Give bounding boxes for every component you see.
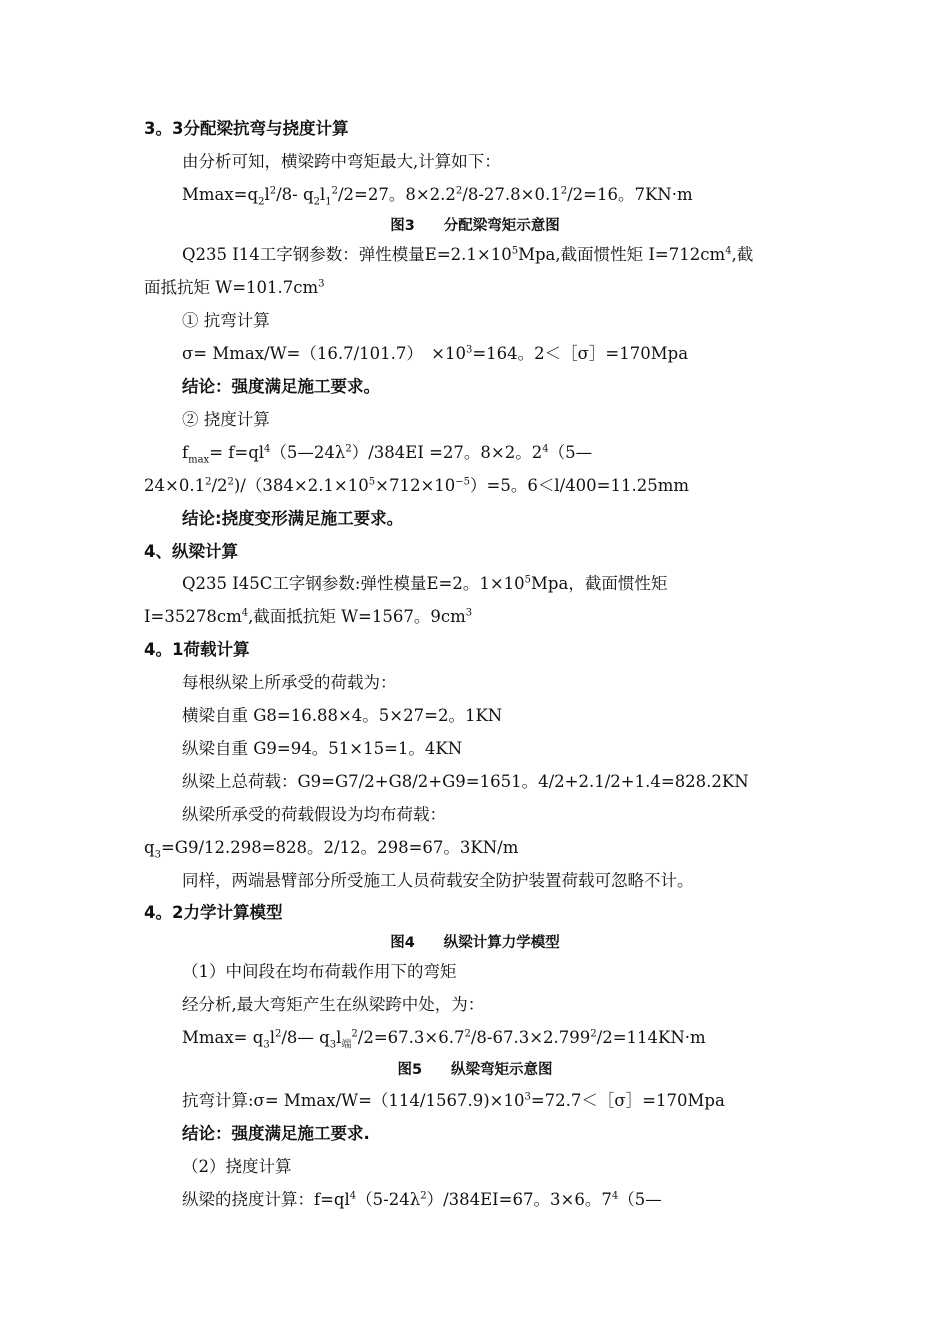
text-line: Q235 I14工字钢参数：弹性模量$E=2.1\times 10^5Mpa$,截面惯性矩 $I=712cm^4$,截 [182,245,754,264]
section-heading: 4。1荷载计算 [144,640,250,659]
figure-caption: 图3 分配梁弯矩示意图 [390,218,560,234]
text-line: $Mmax=q_2l^2/8-$ $q_2l_1^2/2=27$。$8\times 2.2^2/8-27.8\times 0.1^2/2=16$。7KN·m [182,185,693,208]
text-line: 面抵抗矩 $W=101.7cm^3$ [144,278,325,297]
section-heading: 4。2力学计算模型 [144,903,283,922]
text-line: （2）挠度计算 [182,1157,292,1176]
text-line: Q235 I45C工字钢参数:弹性模量E=2。$1\times 10^5Mpa$，截面惯性矩 [182,574,668,593]
text-line: 结论：强度满足施工要求。 [182,377,380,396]
text-line: 横梁自重 G8=16.88×4。5×27=2。1KN [182,706,503,725]
text-line: 纵梁所承受的荷载假设为均布荷载： [182,805,446,824]
text-line: 抗弯计算:σ= Mmax/$W=(114/1567.9)\times 10^3=72.7<[\sigma]=170Mpa$ [182,1091,725,1110]
section-heading: 4、纵梁计算 [144,542,238,561]
text-line: 结论：强度满足施工要求. [182,1124,370,1143]
text-line: $24\times 0.1^2/2^2)/(384\times 2.1\times 10^5\times 712\times 10^{-5})=5$。6＜l/400=11.25mm [144,476,690,495]
figure-caption: 图5 纵梁弯矩示意图 [397,1062,553,1078]
text-line: $I=35278cm^4$,截面抵抗矩 W=1567。$9cm^3$ [144,607,473,626]
text-line: 同样，两端悬臂部分所受施工人员荷载安全防护装置荷载可忽略不计。 [182,871,694,890]
text-line: 经分析,最大弯矩产生在纵梁跨中处，为： [182,995,485,1014]
text-line: 结论:挠度变形满足施工要求。 [182,509,404,528]
text-line: 每根纵梁上所承受的荷载为： [182,673,397,692]
section-heading: 3。3分配梁抗弯与挠度计算 [144,119,349,138]
text-line: 由分析可知，横梁跨中弯矩最大,计算如下： [182,152,501,171]
text-line: σ= Mmax/W=（16.7/101.7） $\times 10^3=164$。2＜［σ］=170Mpa [182,344,689,363]
text-line: $q_3=G9/12.298=828$。2/12。298=67。3KN/m [144,838,519,861]
figure-caption: 图4 纵梁计算力学模型 [390,935,560,951]
text-line: ① 抗弯计算 [182,311,270,330]
text-line: （1）中间段在均布荷载作用下的弯矩 [182,962,457,981]
text-line: 纵梁上总荷载：G9=G7/2+G8/2+G9=1651。4/2+2.1/2+1.4=828.2KN [182,772,749,791]
text-line: 纵梁的挠度计算：$f=ql^4(5-24\lambda^2)/384EI=67$。3×6。$7^4(5—$ [182,1190,662,1209]
text-line: 纵梁自重 G9=94。51×15=1。4KN [182,739,463,758]
text-line: ② 挠度计算 [182,410,270,429]
text-line: $Mmax= q_3l^2/8—$ $q_3l_端^2/2=67.3\times 6.7^2/8-67.3\times 2.799^2/2=114KN\cdot m$ [182,1028,706,1051]
text-line: $f_{max}=$ $f=ql^4(5—24\lambda^2)/384EI =27$。8×2。$2^4(5—$ [182,443,593,466]
